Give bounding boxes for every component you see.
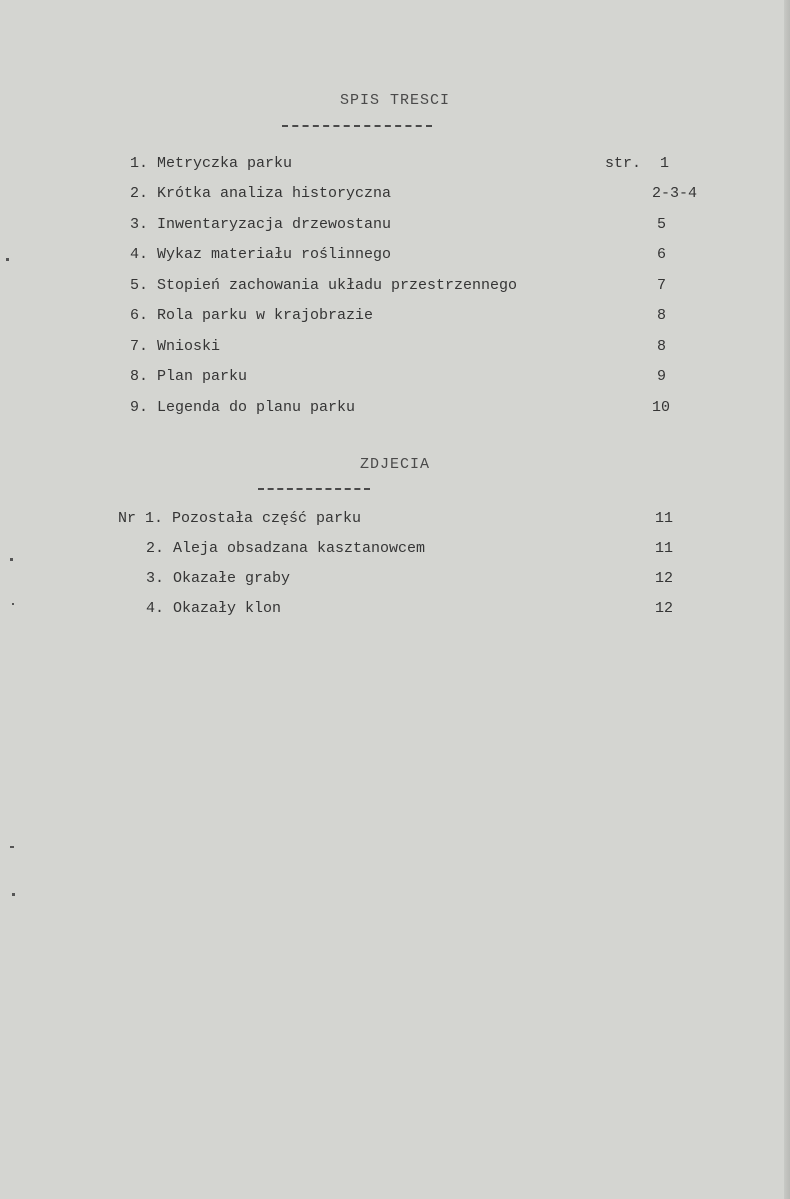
toc-item-2-label: 2. Krótka analiza historyczna: [130, 185, 392, 202]
photo-item-2-label: 2. Aleja obsadzana kasztanowcem: [146, 540, 426, 557]
toc-item-8-page: 9: [657, 368, 667, 385]
toc-item-4-page: 6: [657, 246, 667, 263]
punch-mark: [10, 846, 14, 848]
contents-title-underline: [282, 125, 432, 127]
toc-item-1-page: 1: [660, 155, 670, 172]
toc-item-6-page: 8: [657, 307, 667, 324]
photo-item-3-label: 3. Okazałe graby: [146, 570, 291, 587]
contents-title: SPIS TRESCI: [339, 92, 451, 109]
toc-item-3-page: 5: [657, 216, 667, 233]
punch-mark: [12, 603, 14, 605]
photo-item-1-page: 11: [655, 510, 674, 527]
toc-item-2-page: 2-3-4: [652, 185, 698, 202]
photo-item-1-label: Nr 1. Pozostała część parku: [118, 510, 362, 527]
photo-item-2-page: 11: [655, 540, 674, 557]
toc-item-3-label: 3. Inwentaryzacja drzewostanu: [130, 216, 392, 233]
punch-mark: [6, 258, 9, 261]
toc-item-9-page: 10: [652, 399, 671, 416]
photos-title: ZDJECIA: [359, 456, 430, 473]
toc-item-4-label: 4. Wykaz materiału roślinnego: [130, 246, 392, 263]
toc-item-6-label: 6. Rola parku w krajobrazie: [130, 307, 374, 324]
page-prefix: str.: [605, 155, 642, 172]
toc-item-7-page: 8: [657, 338, 667, 355]
photos-title-underline: [258, 488, 370, 490]
toc-item-9-label: 9. Legenda do planu parku: [130, 399, 356, 416]
toc-item-1-label: 1. Metryczka parku: [130, 155, 293, 172]
photo-item-4-label: 4. Okazały klon: [146, 600, 282, 617]
toc-item-7-label: 7. Wnioski: [130, 338, 221, 355]
punch-mark: [12, 893, 15, 896]
toc-item-5-page: 7: [657, 277, 667, 294]
toc-item-5-label: 5. Stopień zachowania układu przestrzennego: [130, 277, 518, 294]
photo-item-4-page: 12: [655, 600, 674, 617]
toc-item-8-label: 8. Plan parku: [130, 368, 248, 385]
photo-item-3-page: 12: [655, 570, 674, 587]
punch-mark: [10, 558, 13, 561]
paper-edge: [784, 0, 790, 1199]
